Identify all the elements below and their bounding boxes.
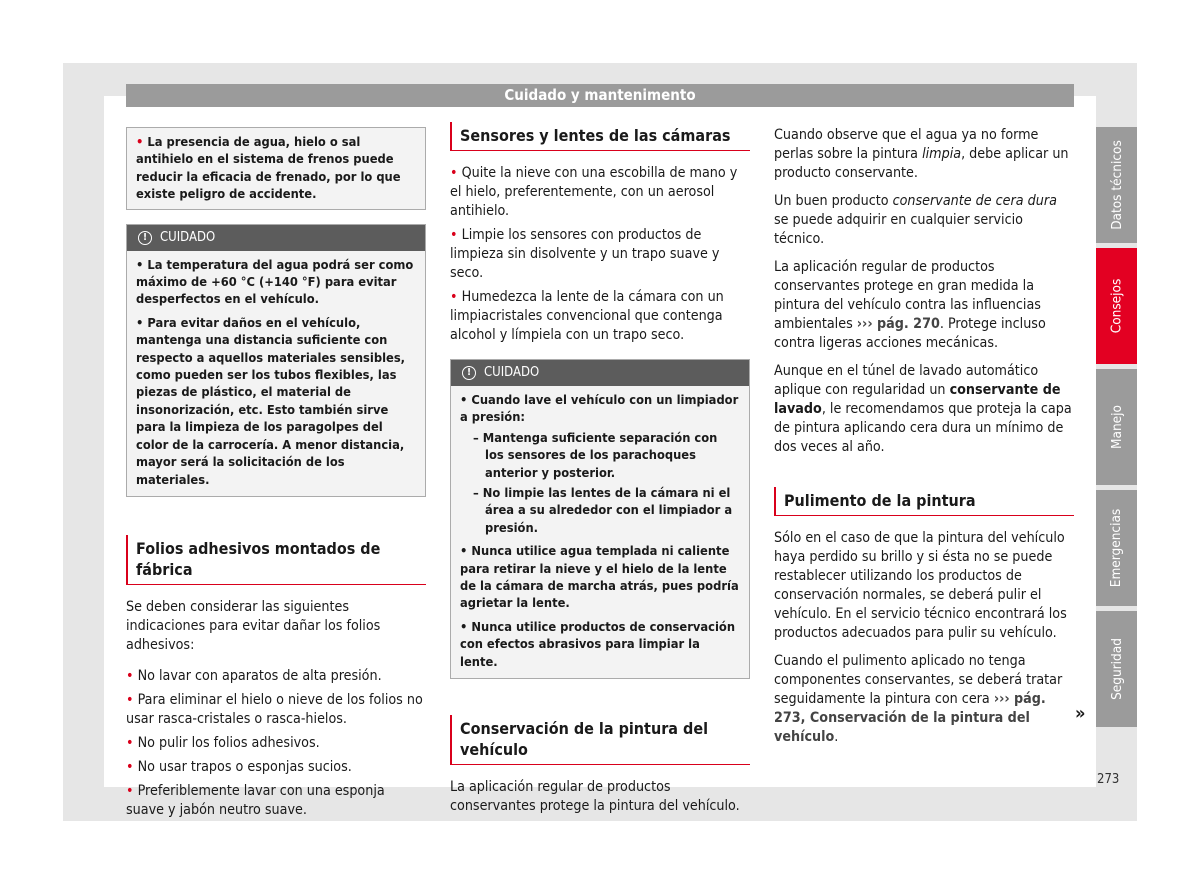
column-2 [450,122,750,825]
caution-item: • Nunca utilice agua templada ni caliente para retirar la nieve y el hielo de la lente de la cámara de marcha atrás, pues podría agrietar la lente. [460,544,739,612]
continue-icon: » [1075,703,1086,724]
page-reference-link[interactable]: ››› pág. 273, Conservación de la pintura del vehículo [774,691,1046,745]
paragraph: La aplicación regular de productos conservantes protege en gran medida la pintura del vehículo contra las influencias ambientales ››› pág. 270. Protege incluso contra ligeras acciones mecánicas. [774,259,1046,351]
conservacion-text: La aplicación regular de productos conservantes protege la pintura del vehículo. [450,779,740,815]
tab-manejo[interactable]: Manejo [1096,369,1137,485]
caution-label: CUIDADO [160,229,216,245]
alert-icon: ! [138,231,152,245]
list-item: • Preferiblemente lavar con una esponja suave y jabón neutro suave. [126,782,385,818]
list-item: • Para eliminar el hielo o nieve de los folios no usar rasca-cristales o rasca-hielos. [126,691,423,727]
caution-header [451,360,749,386]
caution-item: • Nunca utilice productos de conservación con efectos abrasivos para limpiar la lente. [460,619,736,670]
caution-label: CUIDADO [484,365,540,380]
page-number: 273 [1097,772,1120,787]
caution-item: • Cuando lave el vehículo con un limpiador a presión: [460,393,739,426]
bullet-icon: • [136,135,144,150]
caution-subitem: – No limpie las lentes de la cámara ni el área a su alrededor con el limpiador a presión. [473,486,733,536]
paragraph: Cuando el pulimento aplicado no tenga componentes conservantes, se deberá tratar seguidamente la pintura con cera ››› pág. 273, Conservación de la pintura del vehículo. [774,653,1063,745]
tab-consejos[interactable]: Consejos [1096,248,1137,364]
list-item: • Limpie los sensores con productos de limpieza sin disolvente y un trapo suave y seco. [450,227,720,281]
column-1 [126,127,426,825]
warning-text: • La presencia de agua, hielo o sal antihielo en el sistema de frenos puede reducir la eficacia de frenado, por lo que existe peligro de accidente. [136,135,401,203]
caution-item: • La temperatura del agua podrá ser como máximo de +60 °C (+140 °F) para evitar desperfectos en el vehículo. [136,257,414,308]
section-title-conservacion: Conservación de la pintura del vehículo [450,715,750,765]
caution-subitem: – Mantenga suficiente separación con los sensores de los parachoques anterior y posterior. [473,430,718,481]
tab-emergencias[interactable]: Emergencias [1096,490,1137,606]
section-title-sensores: Sensores y lentes de las cámaras [450,122,750,151]
warning-box [126,127,426,210]
chapter-header: Cuidado y mantenimento [126,84,1074,107]
caution-item: • Para evitar daños en el vehículo, mantenga una distancia suficiente con respecto a aquellos materiales sensibles, como pueden ser los tubos flexibles, las piezas de plástico, el material de insonorización, etc. Esto también sirve para la limpieza de los paragolpes del color de la carrocería. A menor distancia, mayor será la solicitación de los materiales. [136,315,406,488]
list-item: • No lavar con aparatos de alta presión. [126,667,382,684]
paragraph: Aunque en el túnel de lavado automático aplique con regularidad un conservante de lavado, le recomendamos que proteja la capa de pintura aplicando cera dura un mínimo de dos veces al año. [774,363,1072,455]
paragraph: Un buen producto conservante de cera dura se puede adquirir en cualquier servicio técnico. [774,193,1057,247]
list-item: • No pulir los folios adhesivos. [126,734,320,751]
caution-box [126,224,426,497]
paragraph: Sólo en el caso de que la pintura del vehículo haya perdido su brillo y si ésta no se puede restablecer utilizando los productos de conservación normales, se deberá pulir el vehículo. En el servicio técnico encontrará los productos adecuados para pulir su vehículo. [774,530,1067,641]
section-title-pulimento: Pulimento de la pintura [774,487,1074,516]
column-3 [774,126,1074,756]
list-item: • Humedezca la lente de la cámara con un limpiacristales convencional que contenga alcohol y límpiela con un trapo seco. [450,289,724,343]
page-reference-link[interactable]: ››› pág. 270 [856,316,940,332]
list-item: • No usar trapos o esponjas sucios. [126,758,352,775]
alert-icon: ! [462,366,476,380]
section-title-folios: Folios adhesivos montados de fábrica [126,535,426,585]
tab-datos-tecnicos[interactable]: Datos técnicos [1096,127,1137,243]
list-item: • Quite la nieve con una escobilla de mano y el hielo, preferentemente, con un aerosol antihielo. [450,165,738,219]
caution-box [450,359,750,679]
caution-header [127,225,425,251]
tab-seguridad[interactable]: Seguridad [1096,611,1137,727]
folios-intro: Se deben considerar las siguientes indicaciones para evitar dañar los folios adhesivos: [126,598,381,653]
paragraph: Cuando observe que el agua ya no forme perlas sobre la pintura limpia, debe aplicar un producto conservante. [774,127,1069,181]
